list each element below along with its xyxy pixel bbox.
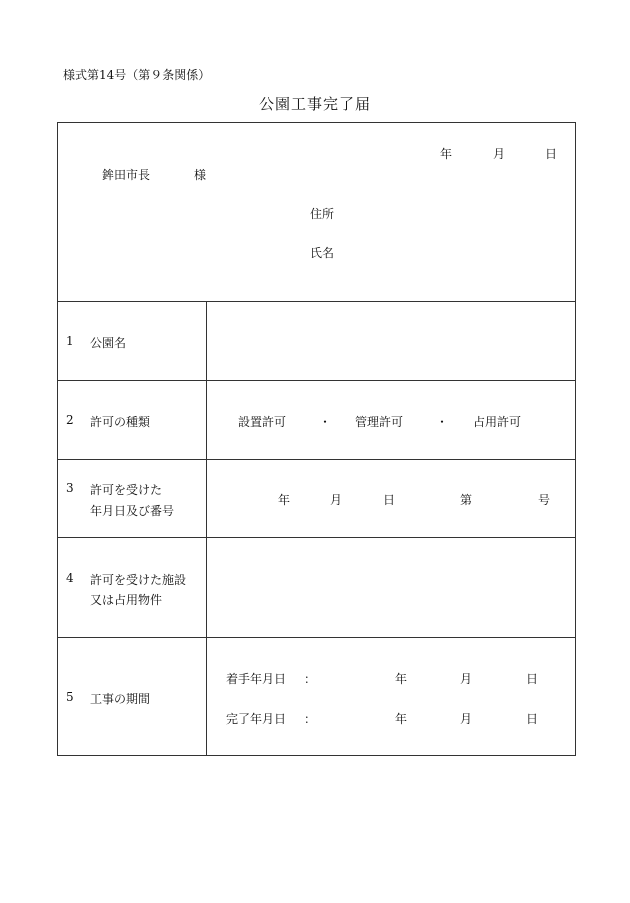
- name-label: 氏名: [310, 246, 335, 260]
- end-month: 月: [460, 712, 473, 726]
- row-number: 4: [66, 571, 74, 585]
- row-label-facility-line2: 又は占用物件: [90, 593, 163, 607]
- permit-separator: ・: [436, 415, 449, 429]
- permit-separator: ・: [319, 415, 332, 429]
- permit-month: 月: [330, 493, 343, 507]
- row-number: 2: [66, 413, 74, 427]
- row-label-construction-period: 工事の期間: [90, 692, 151, 706]
- end-day: 日: [526, 712, 539, 726]
- start-date-label: 着手年月日: [226, 672, 287, 686]
- start-day: 日: [526, 672, 539, 686]
- date-day: 日: [545, 147, 558, 161]
- row-label-park-name: 公園名: [90, 336, 127, 350]
- row-number: 3: [66, 481, 74, 495]
- page-title: 公園工事完了届: [258, 95, 371, 113]
- divider: [57, 459, 576, 460]
- row-number: 5: [66, 690, 74, 704]
- permit-option-installation: 設置許可: [238, 415, 287, 429]
- date-year: 年: [440, 147, 453, 161]
- addressee: 鉾田市長: [102, 168, 151, 182]
- permit-day: 日: [383, 493, 396, 507]
- start-colon: ：: [304, 672, 317, 686]
- start-year: 年: [395, 672, 408, 686]
- address-label: 住所: [310, 207, 335, 221]
- end-date-label: 完了年月日: [226, 712, 287, 726]
- divider: [57, 537, 576, 538]
- permit-number-prefix: 第: [460, 493, 473, 507]
- row-label-facility-line1: 許可を受けた施設: [90, 573, 187, 587]
- permit-number-suffix: 号: [538, 493, 551, 507]
- start-month: 月: [460, 672, 473, 686]
- column-divider: [206, 301, 207, 756]
- permit-option-occupancy: 占用許可: [473, 415, 522, 429]
- divider: [57, 301, 576, 302]
- divider: [57, 380, 576, 381]
- row-label-permit-date-line1: 許可を受けた: [90, 483, 163, 497]
- row-label-permit-type: 許可の種類: [90, 415, 151, 429]
- end-year: 年: [395, 712, 408, 726]
- permit-option-management: 管理許可: [355, 415, 404, 429]
- date-month: 月: [493, 147, 506, 161]
- divider: [57, 637, 576, 638]
- end-colon: ：: [304, 712, 317, 726]
- permit-year: 年: [278, 493, 291, 507]
- form-number: 様式第14号（第９条関係）: [63, 68, 211, 82]
- row-label-permit-date-line2: 年月日及び番号: [90, 504, 175, 518]
- row-number: 1: [66, 334, 74, 348]
- honorific: 様: [194, 168, 207, 182]
